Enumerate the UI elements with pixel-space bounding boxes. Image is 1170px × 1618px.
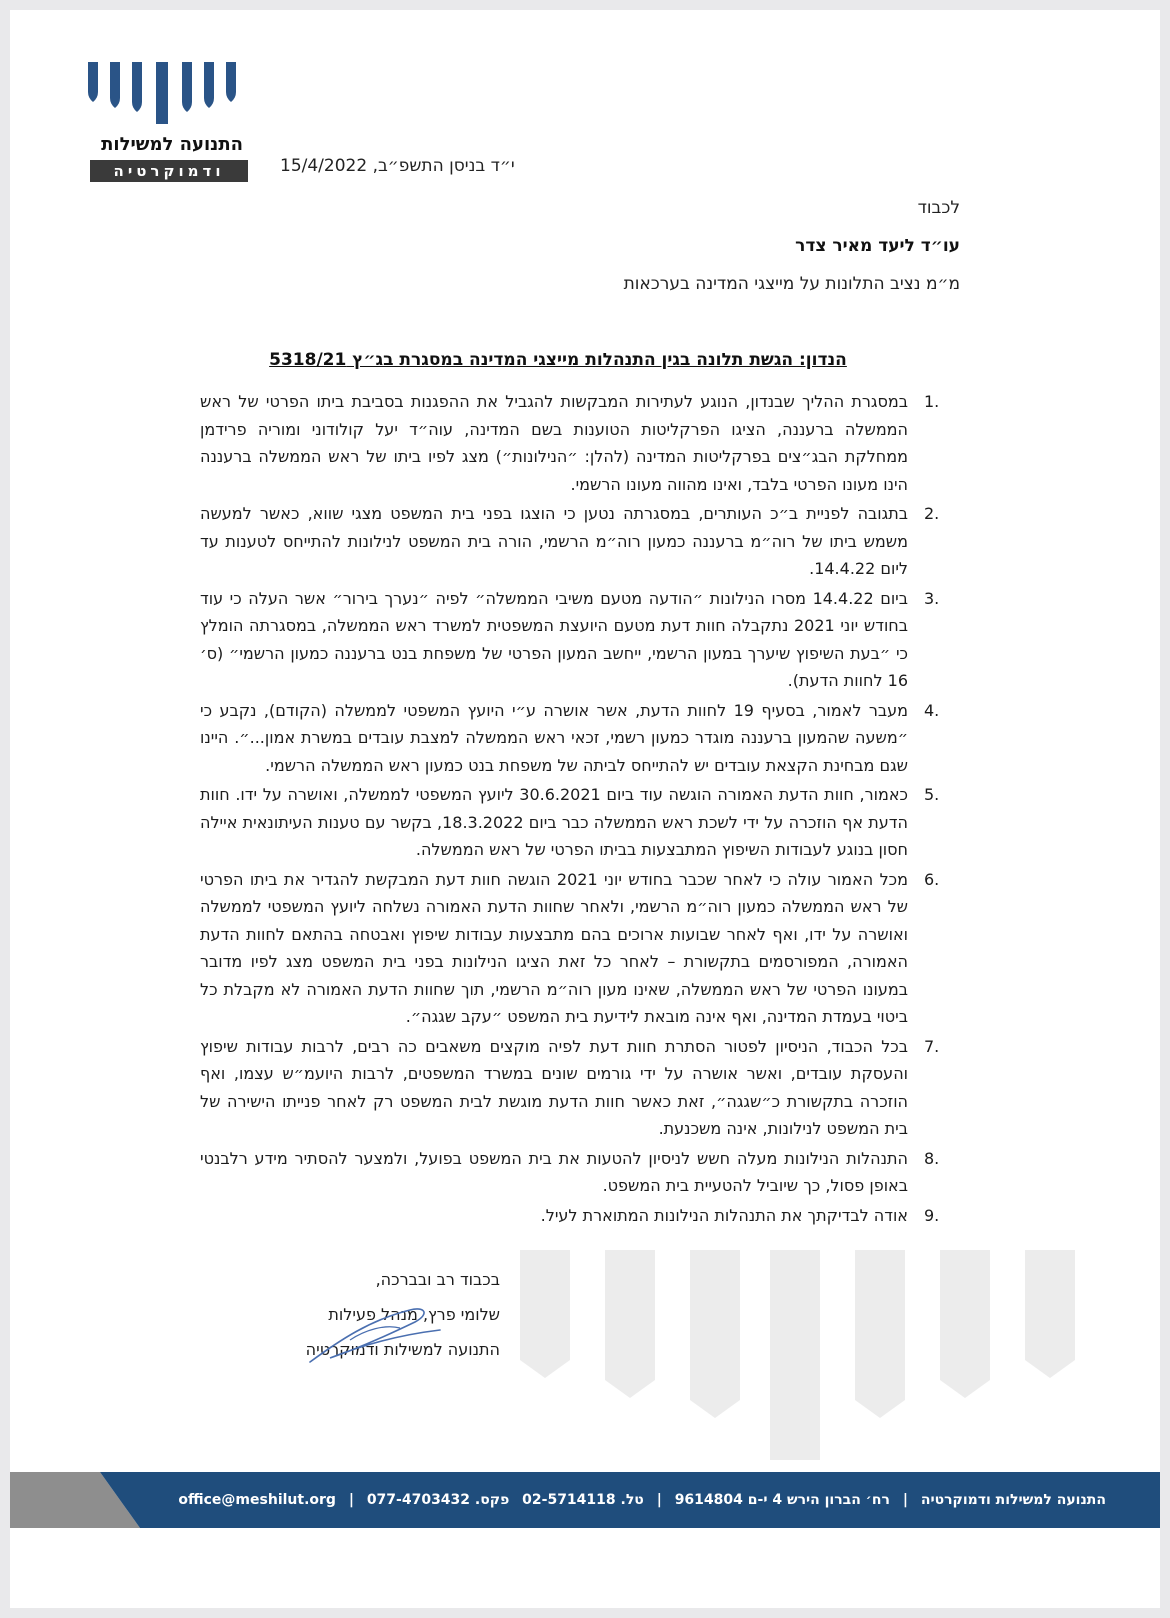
footer-separator: |: [902, 1492, 908, 1508]
paragraph: [200, 1202, 960, 1230]
watermark-logo-icon: [520, 1250, 1110, 1460]
signer-organization: התנועה למשילות ודמוקרטיה: [305, 1340, 500, 1359]
paragraph-text: בכל הכבוד, הניסיון לפטור הסתרת חוות דעת לפיה מוקצים משאבים כה רבים, לרבות עבודות שיפוץ והעסקת עובדים, ואשר אושרה על ידי גורמים שונים במשרד המשפטים, לרבות היועמ״ש עצמו, ואף הוזכרה בתקשורת כ״שגגה״, זאת כאשר חוות הדעת מוגשת לבית המשפט רק לאחר פנייתו הישירה של בית המשפט לנילונות, אינה משכנעת.: [200, 1036, 908, 1138]
footer-phone: טל. 02-5714118: [522, 1492, 644, 1508]
letter-page: [10, 10, 1160, 1608]
paragraph: [200, 781, 960, 864]
letter-footer: [10, 1472, 1160, 1528]
footer-contact-line: [160, 1472, 1110, 1528]
paragraph-text: במסגרת ההליך שבנדון, הנוגע לעתירות המבקשות להגביל את ההפגנות בסביבת ביתו הפרטי של ראש הממשלה ברעננה, הציגו הפרקליטות הטוענות בשם המדינה, עוה״ד יעל קולודוני ומוריה פרידמן ממחלקת הבג״צים בפרקליטות המדינה (להלן: ״הנילונות״) מצג לפיו ביתו של ראש הממשלה ברעננה הינו מעונו הפרטי בלבד, ואינו מהווה מעונו הרשמי.: [200, 392, 908, 494]
paragraph-text: התנהלות הנילונות מעלה חשש לניסיון להטעות את בית המשפט בפועל, ולמצער להסתיר מידע רלבנטי באופן פסול, כך שיוביל להטעיית בית המשפט.: [200, 1148, 908, 1195]
paragraph: [200, 585, 960, 695]
recipient-name: עו״ד ליעד מאיר צדר: [795, 236, 960, 256]
paragraph-text: כאמור, חוות הדעת האמורה הוגשה עוד ביום 30.6.2021 ליועץ המשפטי לממשלה, ואושרה על ידו. חוות הדעת אף הוזכרה על ידי לשכת ראש הממשלה כבר ביום 18.3.2022, בקשר עם טענות העיתונאית איילה חסון בנוגע לעבודות השיפוץ המתבצעות בביתו הפרטי של ראש הממשלה.: [200, 785, 908, 859]
paragraph-number: 9.: [924, 1205, 940, 1225]
footer-fax: פקס. 077-4703432: [366, 1492, 510, 1508]
handwritten-signature-icon: [290, 1300, 460, 1370]
paragraph-number: 2.: [924, 504, 940, 523]
paragraph-number: 4.: [924, 700, 940, 720]
footer-email: office@meshilut.org: [178, 1492, 336, 1508]
paragraph-number: 6.: [924, 869, 940, 889]
logo-subtitle: ודמוקרטיה: [90, 160, 248, 182]
paragraph-number: 3.: [924, 588, 940, 608]
paragraph: [200, 697, 960, 780]
logo-title: התנועה למשילות: [101, 134, 243, 155]
salutation: לכבוד: [917, 198, 960, 218]
footer-separator: |: [348, 1492, 354, 1508]
paragraph: [200, 866, 960, 1031]
paragraph: [200, 500, 960, 583]
subject-line: הנדון: הגשת תלונה בגין התנהלות מייצגי המדינה במסגרת בג״ץ 5318/21: [269, 350, 847, 370]
letter-body: [200, 388, 960, 1231]
footer-separator: |: [656, 1492, 662, 1508]
paragraph-number: 8.: [924, 1148, 940, 1168]
recipient-role: מ״מ נציב התלונות על מייצגי המדינה בערכאות: [623, 274, 960, 294]
letter-date: י״ד בניסן התשפ״ב, 15/4/2022: [280, 156, 515, 176]
paragraph: [200, 388, 960, 498]
paragraph-number: 1.: [924, 392, 940, 411]
paragraph-number: 5.: [924, 785, 940, 804]
paragraph: [200, 1145, 960, 1200]
paragraph-text: מכל האמור עולה כי לאחר שכבר בחודש יוני 2021 הוגשה חוות דעת המבקשת להגדיר את ביתו הפרטי של ראש הממשלה כמעון רוה״מ הרשמי, ולאחר שחוות הדעת האמורה נשלחה ליועץ המשפטי לממשלה ואושרה על ידו, ואף לאחר שבועות ארוכים בהם מתבצעות עבודות שיפוץ ואבטחה בהתאם לחוות הדעת האמורה, המפורסמים בתקשורת – לאחר כל זאת הציגו הנילונות בפני בית המשפט מצג לפיו מדובר במעונו הפרטי של ראש הממשלה, שאינו מעון רוה״מ הרשמי, תוך שחוות הדעת האמורה לא מקבלת כל ביטוי בעמדת המדינה, ואף אינה מובאת לידיעת בית המשפט ״עקב שגגה״.: [200, 869, 908, 1026]
paragraph-number: 7.: [924, 1036, 940, 1056]
paragraph-text: אודה לבדיקתך את התנהלות הנילונות המתוארת לעיל.: [540, 1205, 908, 1225]
signer-name: שלומי פרץ, מנהל פעילות: [328, 1305, 500, 1324]
paragraph-text: ביום 14.4.22 מסרו הנילונות ״הודעה מטעם משיבי הממשלה״ לפיה ״נערך בירור״ אשר העלה כי עוד בחודש יוני 2021 נתקבלה חוות דעת מטעם היועצת המשפטית למשרד ראש הממשלה, במסגרתה הומלץ כי ״בעת השיפוץ שיערך במעון הרשמי, ייחשב המעון הפרטי של משפחת בנט ברעננה כמעון הרשמי״ (ס׳ 16 לחוות הדעת).: [200, 588, 909, 690]
footer-address: רח׳ הברון הירש 4 י-ם 9614804: [674, 1492, 890, 1508]
closing-line: בכבוד רב ובברכה,: [375, 1270, 500, 1289]
organization-logo: [78, 62, 253, 182]
logo-bars-icon: [86, 62, 241, 124]
paragraph: [200, 1033, 960, 1143]
paragraph-text: בתגובה לפניית ב״כ העותרים, במסגרתה נטען כי הוצגו בפני בית המשפט מצגי שווא, כאשר למעשה משמש ביתו של רוה״מ ברעננה כמעון רוה״מ הרשמי, הורה בית המשפט לנילונות להתייחס לטענות עד ליום 14.4.22.: [200, 504, 908, 578]
paragraph-text: מעבר לאמור, בסעיף 19 לחוות הדעת, אשר אושרה ע״י היועץ המשפטי לממשלה (הקודם), נקבע כי ״משעה שהמעון ברעננה מוגדר כמעון רשמי, זכאי ראש הממשלה למצבת עובדים במשרת אמון...״. היינו שגם מבחינת הקצאת עובדים יש להתייחס לביתה של משפחת בנט כמעון ראש הממשלה הרשמי.: [200, 700, 909, 775]
footer-org: התנועה למשילות ודמוקרטיה: [920, 1492, 1106, 1508]
